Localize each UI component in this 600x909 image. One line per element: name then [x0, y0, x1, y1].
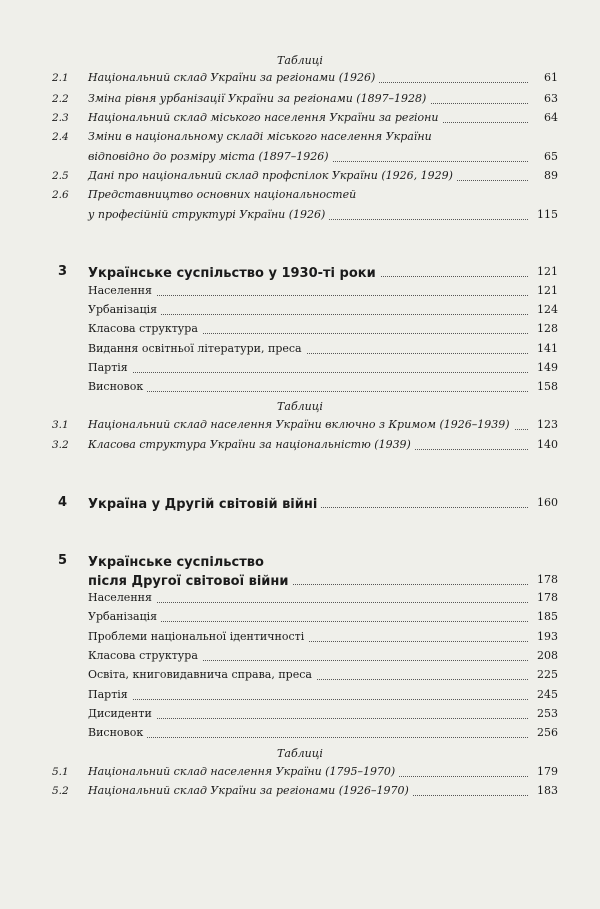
- item-title: Видання освітньої літератури, преса: [88, 342, 306, 355]
- page-number: 89: [528, 168, 558, 184]
- toc-row-5-1: [52, 764, 558, 780]
- item-title: Урбанізація: [88, 303, 161, 316]
- toc-item: [52, 648, 558, 664]
- toc-row-2-4: [52, 129, 558, 145]
- toc-row-3-2: [52, 437, 558, 453]
- chapter-3-heading: [52, 262, 558, 282]
- tables-heading: Таблиці: [277, 54, 323, 67]
- chapter-title: Українське суспільство у 1930-ті роки: [88, 266, 380, 281]
- toc-row-2-4-cont: [52, 149, 558, 165]
- table-number: 5.2: [52, 785, 69, 797]
- table-title: Національний склад України за регіонами (1926): [88, 71, 379, 84]
- item-title: Класова структура: [88, 649, 202, 662]
- toc-item: [52, 629, 558, 645]
- page-number: 178: [528, 570, 558, 590]
- toc-row-2-2: [52, 91, 558, 107]
- page-number: 158: [528, 379, 558, 395]
- page-number: 179: [528, 764, 558, 780]
- table-title: Представництво основних національностей: [88, 188, 360, 201]
- item-title: Населення: [88, 284, 156, 297]
- page-number: 128: [528, 321, 558, 337]
- table-number: 3.2: [52, 439, 69, 451]
- page-number: 140: [528, 437, 558, 453]
- item-title: Населення: [88, 591, 156, 604]
- page-number: 115: [528, 207, 558, 223]
- table-number: 2.1: [52, 72, 69, 84]
- toc-item: [52, 283, 558, 299]
- table-number: 2.2: [52, 93, 69, 105]
- table-number: 5.1: [52, 766, 69, 778]
- page-number: 256: [528, 725, 558, 741]
- toc-item: [52, 667, 558, 683]
- table-number: 3.1: [52, 419, 69, 431]
- toc-item: [52, 590, 558, 606]
- page-number: 253: [528, 706, 558, 722]
- toc-row-2-5: [52, 168, 558, 184]
- page-number: 225: [528, 667, 558, 683]
- toc-item: [52, 706, 558, 722]
- page-number: 185: [528, 609, 558, 625]
- toc-row-3-1: [52, 417, 558, 433]
- chapter-4-heading: [52, 493, 558, 513]
- chapter-5-heading-line1: [52, 551, 558, 571]
- toc-row-2-6: [52, 187, 558, 203]
- page-number: 64: [528, 110, 558, 126]
- chapter-number: 5: [58, 553, 68, 568]
- page-number: 245: [528, 687, 558, 703]
- table-title: Національний склад населення України (1795–1970): [88, 765, 399, 778]
- item-title: Освіта, книговидавнича справа, преса: [88, 668, 316, 681]
- page-number: 193: [528, 629, 558, 645]
- item-title: Партія: [88, 361, 132, 374]
- page-number: 121: [528, 262, 558, 282]
- table-title: відповідно до розміру міста (1897–1926): [88, 150, 333, 163]
- table-number: 2.5: [52, 170, 69, 182]
- chapter-5-heading-line2: [52, 570, 558, 590]
- table-title: Зміна рівня урбанізації України за регіонами (1897–1928): [88, 92, 430, 105]
- page-number: 124: [528, 302, 558, 318]
- table-title: Зміни в національному складі міського населення України: [88, 130, 436, 143]
- table-title: Національний склад населення України включно з Кримом (1926–1939): [88, 418, 514, 431]
- toc-row-2-1: [52, 70, 558, 86]
- chapter-title: після Другої світової війни: [88, 574, 292, 589]
- toc-item: [52, 379, 558, 395]
- toc-row-5-2: [52, 783, 558, 799]
- table-title: Національний склад України за регіонами (1926–1970): [88, 784, 413, 797]
- toc-row-2-6-cont: [52, 207, 558, 223]
- page-number: 141: [528, 341, 558, 357]
- item-title: Партія: [88, 688, 132, 701]
- toc-item: [52, 609, 558, 625]
- tables-heading: Таблиці: [277, 400, 323, 413]
- page-number: 149: [528, 360, 558, 376]
- item-title: Класова структура: [88, 322, 202, 335]
- table-title: Національний склад міського населення України за регіони: [88, 111, 442, 124]
- toc-item: [52, 725, 558, 741]
- toc-item: [52, 687, 558, 703]
- item-title: Дисиденти: [88, 707, 156, 720]
- table-number: 2.4: [52, 131, 69, 143]
- toc-item: [52, 321, 558, 337]
- toc-item: [52, 302, 558, 318]
- item-title: Проблеми національної ідентичності: [88, 630, 308, 643]
- page-number: 63: [528, 91, 558, 107]
- page-number: 123: [528, 417, 558, 433]
- table-number: 2.6: [52, 189, 69, 201]
- page-number: 121: [528, 283, 558, 299]
- toc-row-2-3: [52, 110, 558, 126]
- page-number: 65: [528, 149, 558, 165]
- table-title: Класова структура України за національністю (1939): [88, 438, 415, 451]
- table-title: Дані про національний склад профспілок України (1926, 1929): [88, 169, 457, 182]
- table-title: у професійній структурі України (1926): [88, 208, 329, 221]
- page-number: 61: [528, 70, 558, 86]
- item-title: Висновок: [88, 726, 147, 739]
- page-number: 183: [528, 783, 558, 799]
- item-title: Урбанізація: [88, 610, 161, 623]
- toc-item: [52, 341, 558, 357]
- table-number: 2.3: [52, 112, 69, 124]
- page-number: 208: [528, 648, 558, 664]
- item-title: Висновок: [88, 380, 147, 393]
- page-number: 178: [528, 590, 558, 606]
- chapter-number: 3: [58, 264, 68, 279]
- chapter-number: 4: [58, 495, 68, 510]
- tables-heading: Таблиці: [277, 747, 323, 760]
- chapter-title: Українське суспільство: [88, 555, 268, 570]
- toc-item: [52, 360, 558, 376]
- page-number: 160: [528, 493, 558, 513]
- chapter-title: Україна у Другій світовій війні: [88, 497, 321, 512]
